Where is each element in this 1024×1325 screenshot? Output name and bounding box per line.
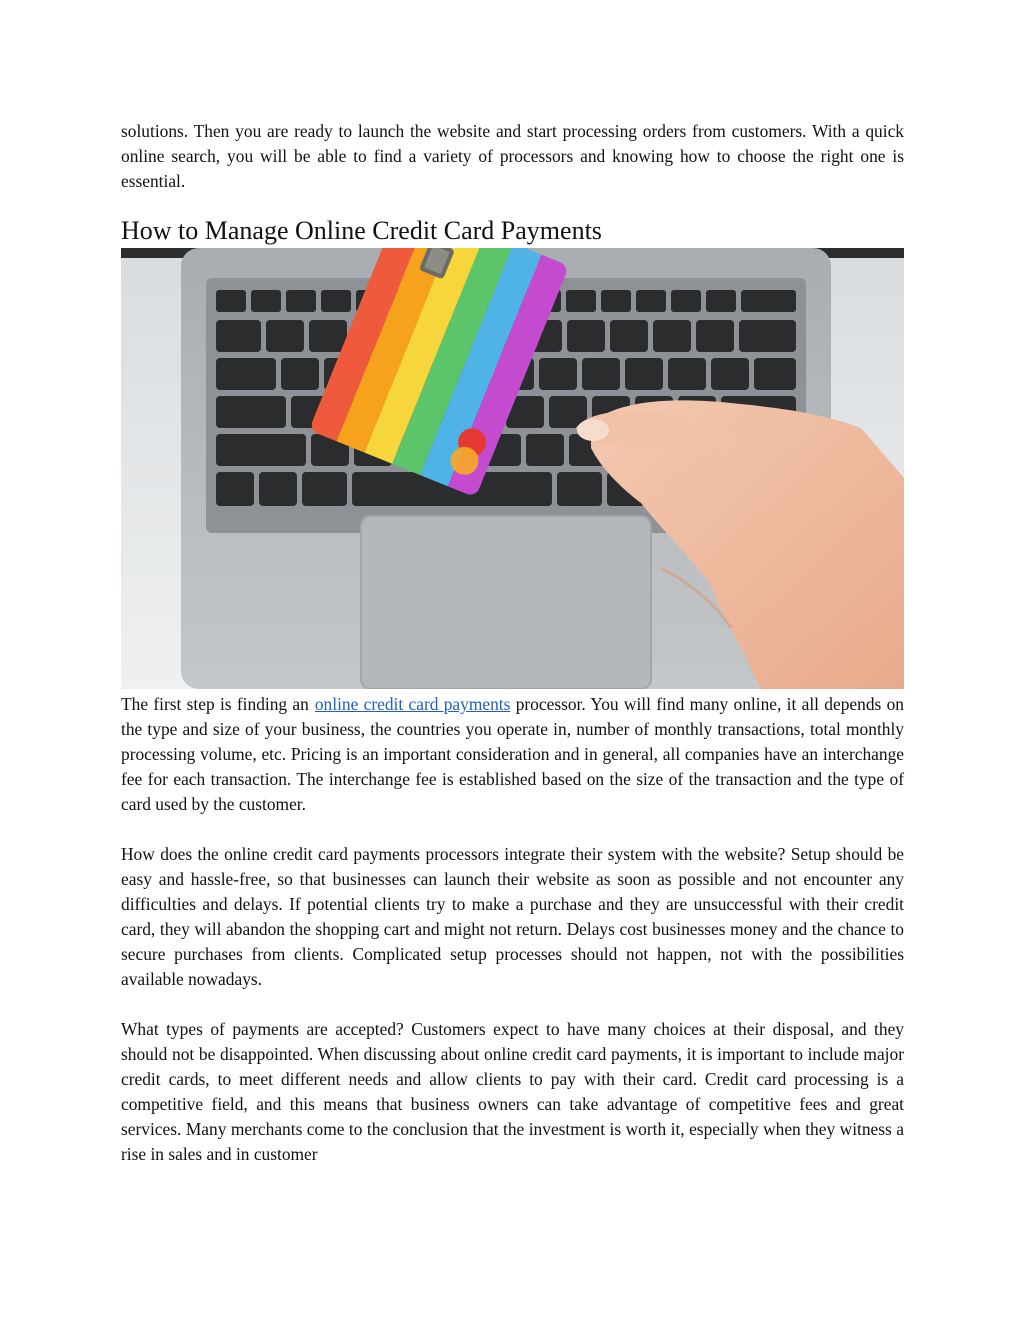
body-paragraph-1 <box>121 692 904 817</box>
hero-image-laptop-credit-card <box>121 248 904 689</box>
hero-illustration <box>121 248 904 689</box>
online-payments-link[interactable]: online credit card payments <box>314 694 511 714</box>
document-page <box>121 119 904 1167</box>
body-paragraph-3: What types of payments are accepted? Customers expect to have many choices at their disposal, and they should not be disappointed. When discussing about online credit card payments, it is important to include major credit cards, to meet different needs and allow clients to pay with their card. Credit card processing is a competitive field, and this means that business owners can take advantage of competitive fees and great services. Many merchants come to the conclusion that the investment is worth it, especially when they witness a rise in sales and in customer <box>121 1019 904 1164</box>
p1-text-before: The first step is finding an <box>121 694 309 714</box>
section-heading: How to Manage Online Credit Card Payments <box>121 216 602 245</box>
intro-paragraph: solutions. Then you are ready to launch the website and start processing orders from customers. With a quick online search, you will be able to find a variety of processors and knowing how to choose the right one is essential. <box>121 121 904 191</box>
body-paragraph-2: How does the online credit card payments processors integrate their system with the website? Setup should be easy and hassle-free, so that businesses can launch their website as soon as possible and not encounter any difficulties and delays. If potential clients try to make a purchase and they are unsuccessful with their credit card, they will abandon the shopping cart and might not return. Delays cost businesses money and the chance to secure purchases from clients. Complicated setup processes should not happen, not with the possibilities available nowadays. <box>121 844 904 989</box>
p1-text-after: processor. You will find many online, it all depends on the type and size of your business, the countries you operate in, number of monthly transactions, total monthly processing volume, etc. Pricing is an important consideration and in general, all companies have an interchange fee for each transaction. The interchange fee is established based on the size of the transaction and the type of card used by the customer. <box>121 694 904 814</box>
